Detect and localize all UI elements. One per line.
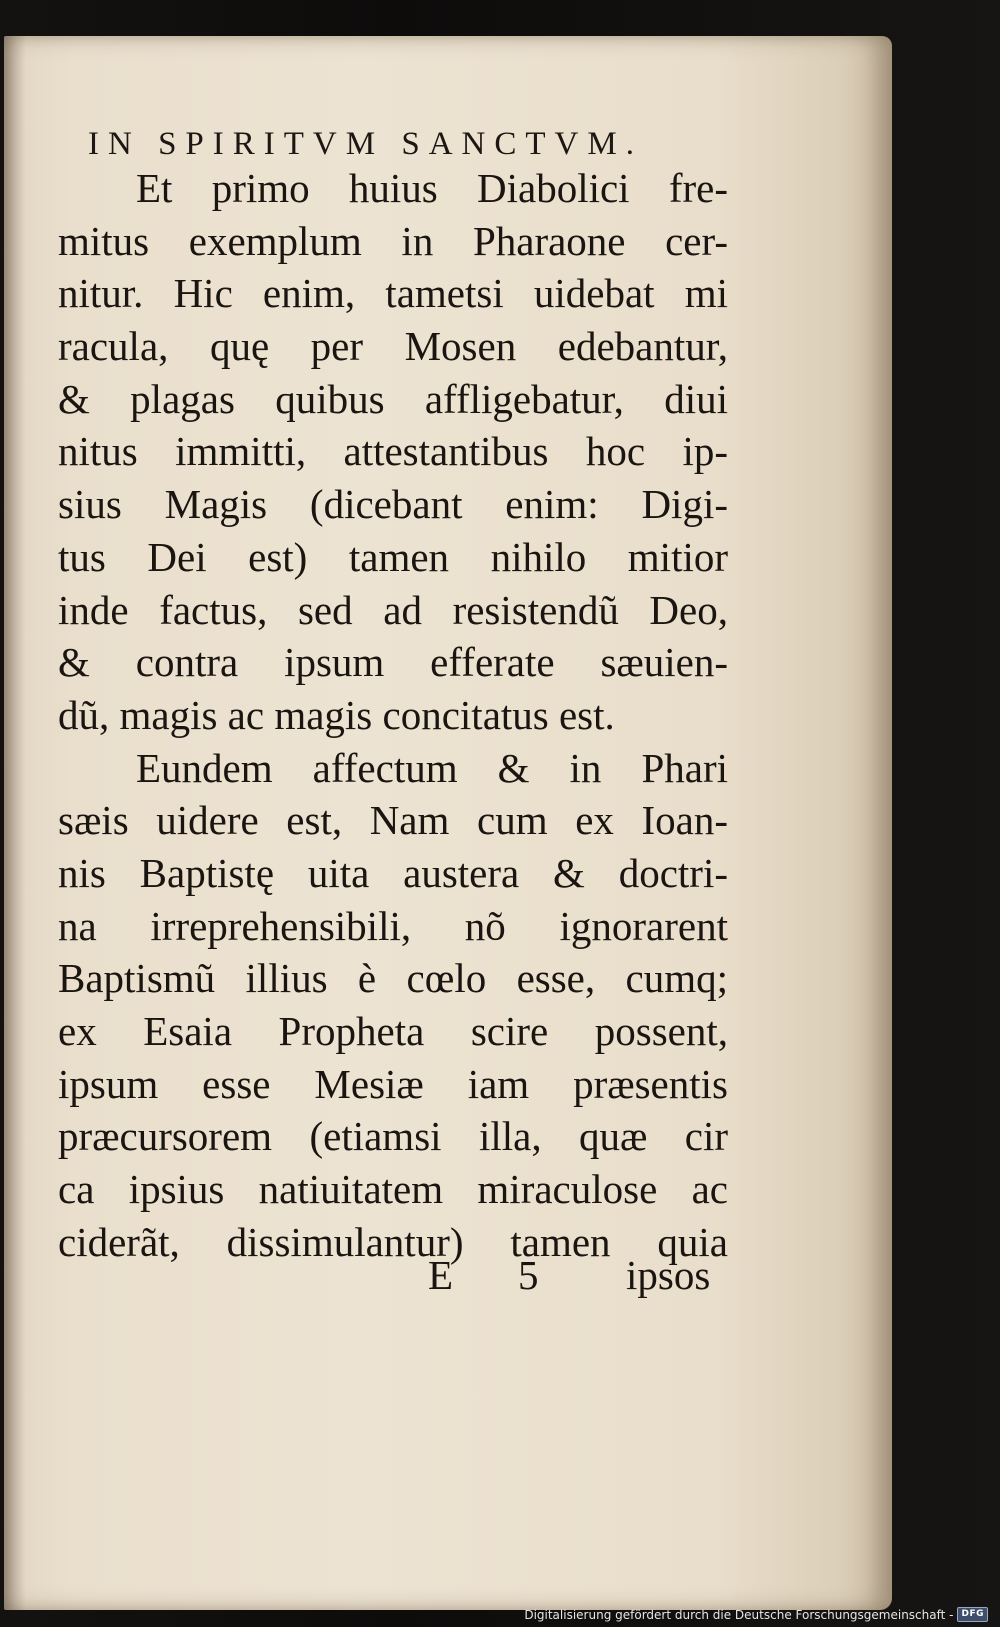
text-line: nitus immitti, attestantibus hoc ip- — [58, 428, 728, 475]
text-line: inde factus, sed ad resistendũ Deo, — [58, 586, 728, 633]
text-line: racula, quę per Mosen edebantur, — [58, 323, 728, 370]
text-line: ex Esaia Propheta scire possent, — [58, 1008, 728, 1054]
page-gutter-shadow — [4, 36, 26, 1610]
text-line: & plagas quibus affligebatur, diui — [58, 375, 728, 422]
credit-text: Digitalisierung gefördert durch die Deutsche Forschungsgemeinschaft - — [524, 1607, 954, 1622]
text-line: dũ, magis ac magis concitatus est. — [58, 691, 615, 738]
text-line: tus Dei est) tamen nihilo mitior — [58, 533, 728, 580]
text-line: na irreprehensibili, nõ ignorarent — [58, 902, 728, 949]
text-line: Baptismũ illius è cœlo esse, cumq; — [58, 955, 728, 1002]
catchword: ipsos — [626, 1252, 711, 1298]
dfg-logo: DFG — [957, 1607, 988, 1622]
text-line: nitur. Hic enim, tametsi uidebat mi — [58, 270, 728, 317]
text-line: ciderãt, dissimulantur) tamen quia — [58, 1218, 728, 1265]
text-line: sæis uidere est, Nam cum ex Ioan- — [58, 797, 728, 844]
signature-number: 5 — [518, 1252, 539, 1298]
text-line: nis Baptistę uita austera & doctri- — [58, 849, 728, 896]
text-line: ca ipsius natiuitatem miraculose ac — [58, 1166, 728, 1213]
text-line: & contra ipsum efferate sæuien- — [58, 639, 728, 686]
text-line: sius Magis (dicebant enim: Digi- — [58, 481, 728, 528]
text-line: præcursorem (etiamsi illa, quæ cir — [58, 1113, 728, 1160]
text-line: Et primo huius Diabolici fre- — [136, 165, 728, 211]
text-line: ipsum esse Mesiæ iam præsentis — [58, 1060, 728, 1107]
signature-mark: E — [428, 1252, 454, 1298]
catchline — [428, 1251, 728, 1303]
text-line: mitus exemplum in Pharaone cer- — [58, 217, 728, 264]
text-line: Eundem affectum & in Phari — [136, 744, 728, 791]
text-block — [58, 162, 728, 1268]
digitization-credit — [524, 1607, 988, 1622]
running-head: IN SPIRITVM SANCTVM. — [88, 126, 643, 162]
